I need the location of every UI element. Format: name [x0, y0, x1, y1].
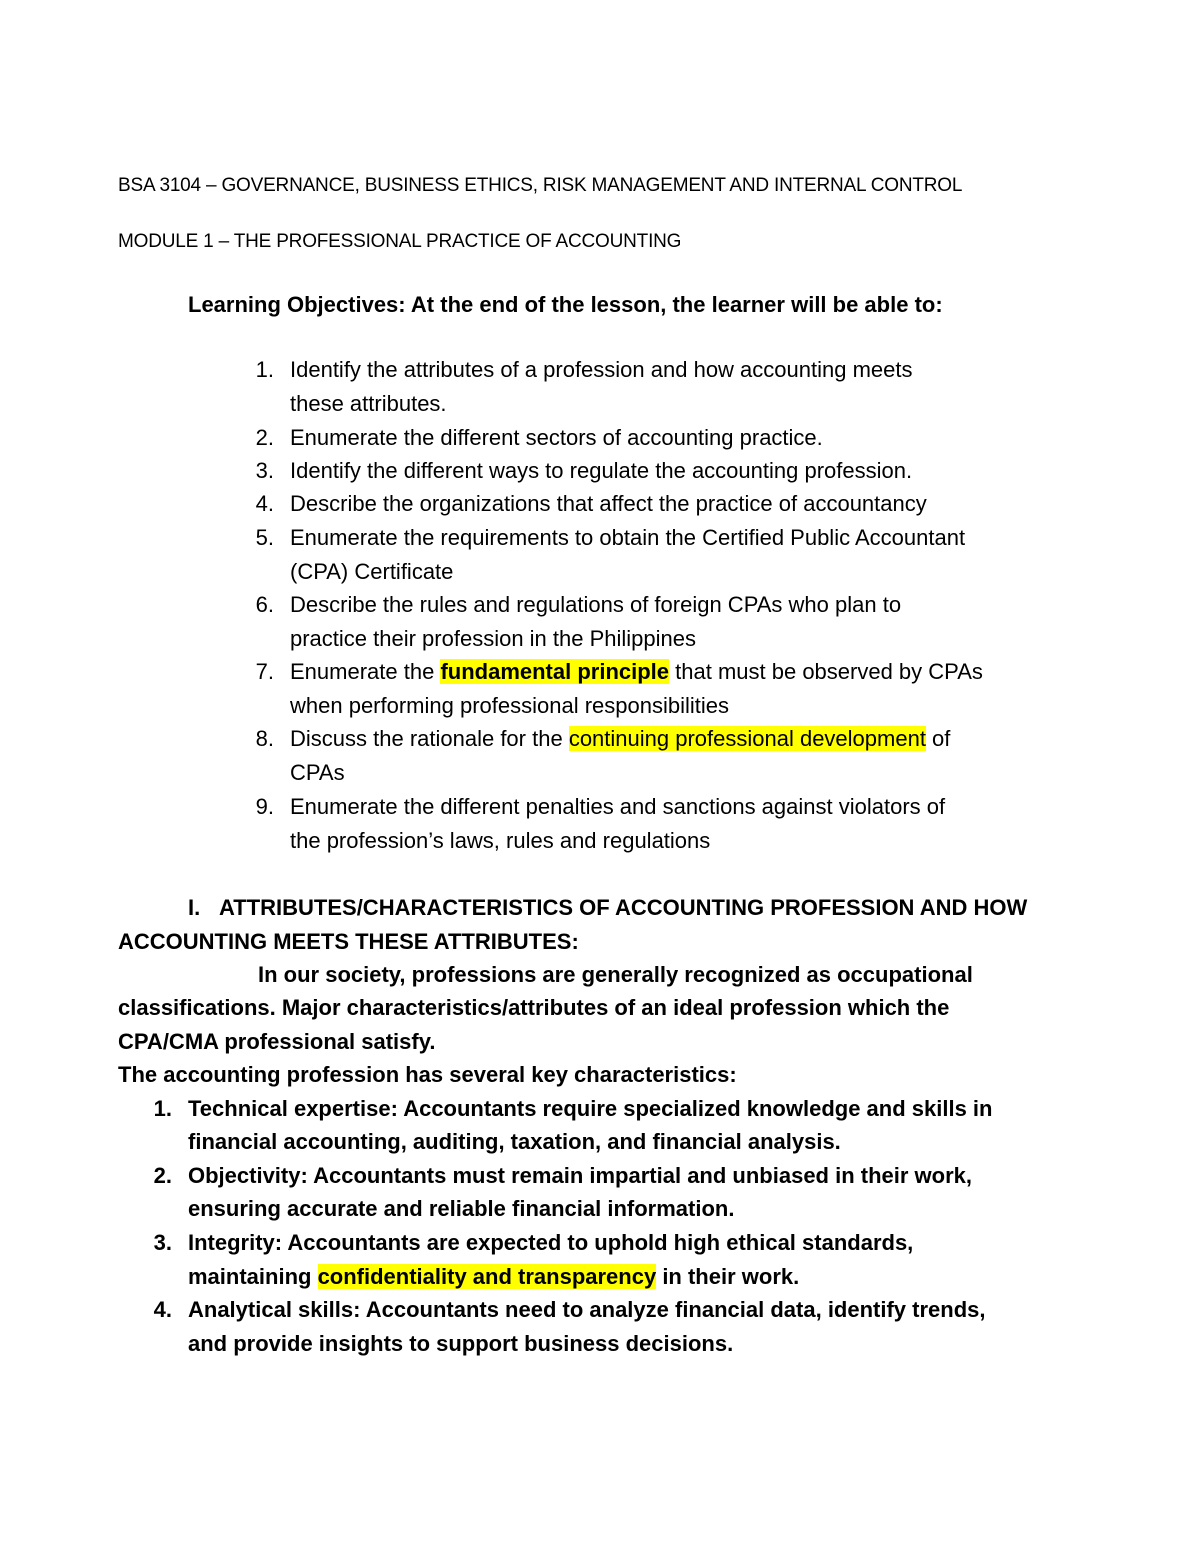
section-paragraph-cont: classifications. Major characteristics/attributes of an ideal profession which the [118, 995, 950, 1020]
module-title: MODULE 1 – THE PROFESSIONAL PRACTICE OF ACCOUNTING [118, 231, 682, 252]
characteristic-text-cont: and provide insights to support business decisions. [188, 1331, 734, 1356]
course-title: BSA 3104 – GOVERNANCE, BUSINESS ETHICS, RISK MANAGEMENT AND INTERNAL CONTROL [118, 175, 963, 196]
section-paragraph: In our society, professions are generally recognized as occupational [258, 962, 973, 987]
objective-text: Enumerate the requirements to obtain the Certified Public Accountant [290, 525, 966, 550]
objective-text: Identify the attributes of a profession and how accounting meets [290, 357, 913, 382]
objective-number: 2. [255, 425, 274, 450]
objective-text: Enumerate the different sectors of accounting practice. [290, 425, 823, 450]
section-number: I. [188, 895, 201, 920]
objective-number: 7. [255, 659, 274, 684]
characteristic-number: 1. [153, 1096, 172, 1121]
objective-text-part: Enumerate the [290, 659, 441, 684]
characteristic-text-cont: ensuring accurate and reliable financial information. [188, 1196, 735, 1221]
characteristic-number: 2. [153, 1163, 172, 1188]
objective-text-cont: practice their profession in the Philippines [290, 626, 697, 651]
highlighted-term: continuing professional development [568, 726, 926, 751]
characteristic-text-cont: financial accounting, auditing, taxation, and financial analysis. [188, 1129, 841, 1154]
objective-number: 9. [255, 794, 274, 819]
objective-text-cont: (CPA) Certificate [290, 559, 454, 584]
characteristic-number: 4. [153, 1297, 172, 1322]
objective-number: 8. [255, 726, 274, 751]
objective-text-part: of [925, 726, 951, 751]
objective-number: 3. [255, 458, 274, 483]
highlighted-term: confidentiality and transparency [317, 1264, 657, 1289]
objective-text-cont: CPAs [290, 760, 345, 785]
objective-number: 5. [255, 525, 274, 550]
objective-number: 1. [255, 357, 274, 382]
characteristic-text: Integrity: Accountants are expected to uphold high ethical standards, [188, 1230, 914, 1255]
objective-text-part: Discuss the rationale for the [290, 726, 569, 751]
objective-text: Identify the different ways to regulate the accounting profession. [290, 458, 913, 483]
objective-text-cont: when performing professional responsibilities [290, 693, 730, 718]
characteristic-number: 3. [153, 1230, 172, 1255]
objective-number: 4. [255, 491, 274, 516]
characteristic-text: Technical expertise: Accountants require specialized knowledge and skills in [188, 1096, 993, 1121]
characteristic-text: Analytical skills: Accountants need to analyze financial data, identify trends, [188, 1297, 986, 1322]
objective-text-cont: the profession’s laws, rules and regulations [290, 828, 711, 853]
characteristic-text-part: maintaining [188, 1264, 318, 1289]
characteristics-intro: The accounting profession has several key characteristics: [118, 1062, 737, 1087]
objective-text [290, 661, 983, 683]
characteristic-text-cont [188, 1266, 799, 1288]
objective-text-part: that must be observed by CPAs [669, 659, 983, 684]
section-heading: ATTRIBUTES/CHARACTERISTICS OF ACCOUNTING PROFESSION AND HOW [219, 895, 1028, 920]
section-paragraph-cont: CPA/CMA professional satisfy. [118, 1029, 436, 1054]
objective-text [290, 728, 950, 750]
objective-text: Describe the rules and regulations of foreign CPAs who plan to [290, 592, 902, 617]
characteristic-text: Objectivity: Accountants must remain impartial and unbiased in their work, [188, 1163, 973, 1188]
section-heading-cont: ACCOUNTING MEETS THESE ATTRIBUTES: [118, 929, 579, 954]
objectives-title: Learning Objectives: At the end of the lesson, the learner will be able to: [188, 292, 943, 317]
characteristic-text-part: in their work. [656, 1264, 800, 1289]
highlighted-term: fundamental principle [440, 659, 670, 684]
objective-text-cont: these attributes. [290, 391, 447, 416]
objective-number: 6. [255, 592, 274, 617]
objective-text: Describe the organizations that affect the practice of accountancy [290, 491, 927, 516]
objective-text: Enumerate the different penalties and sanctions against violators of [290, 794, 946, 819]
